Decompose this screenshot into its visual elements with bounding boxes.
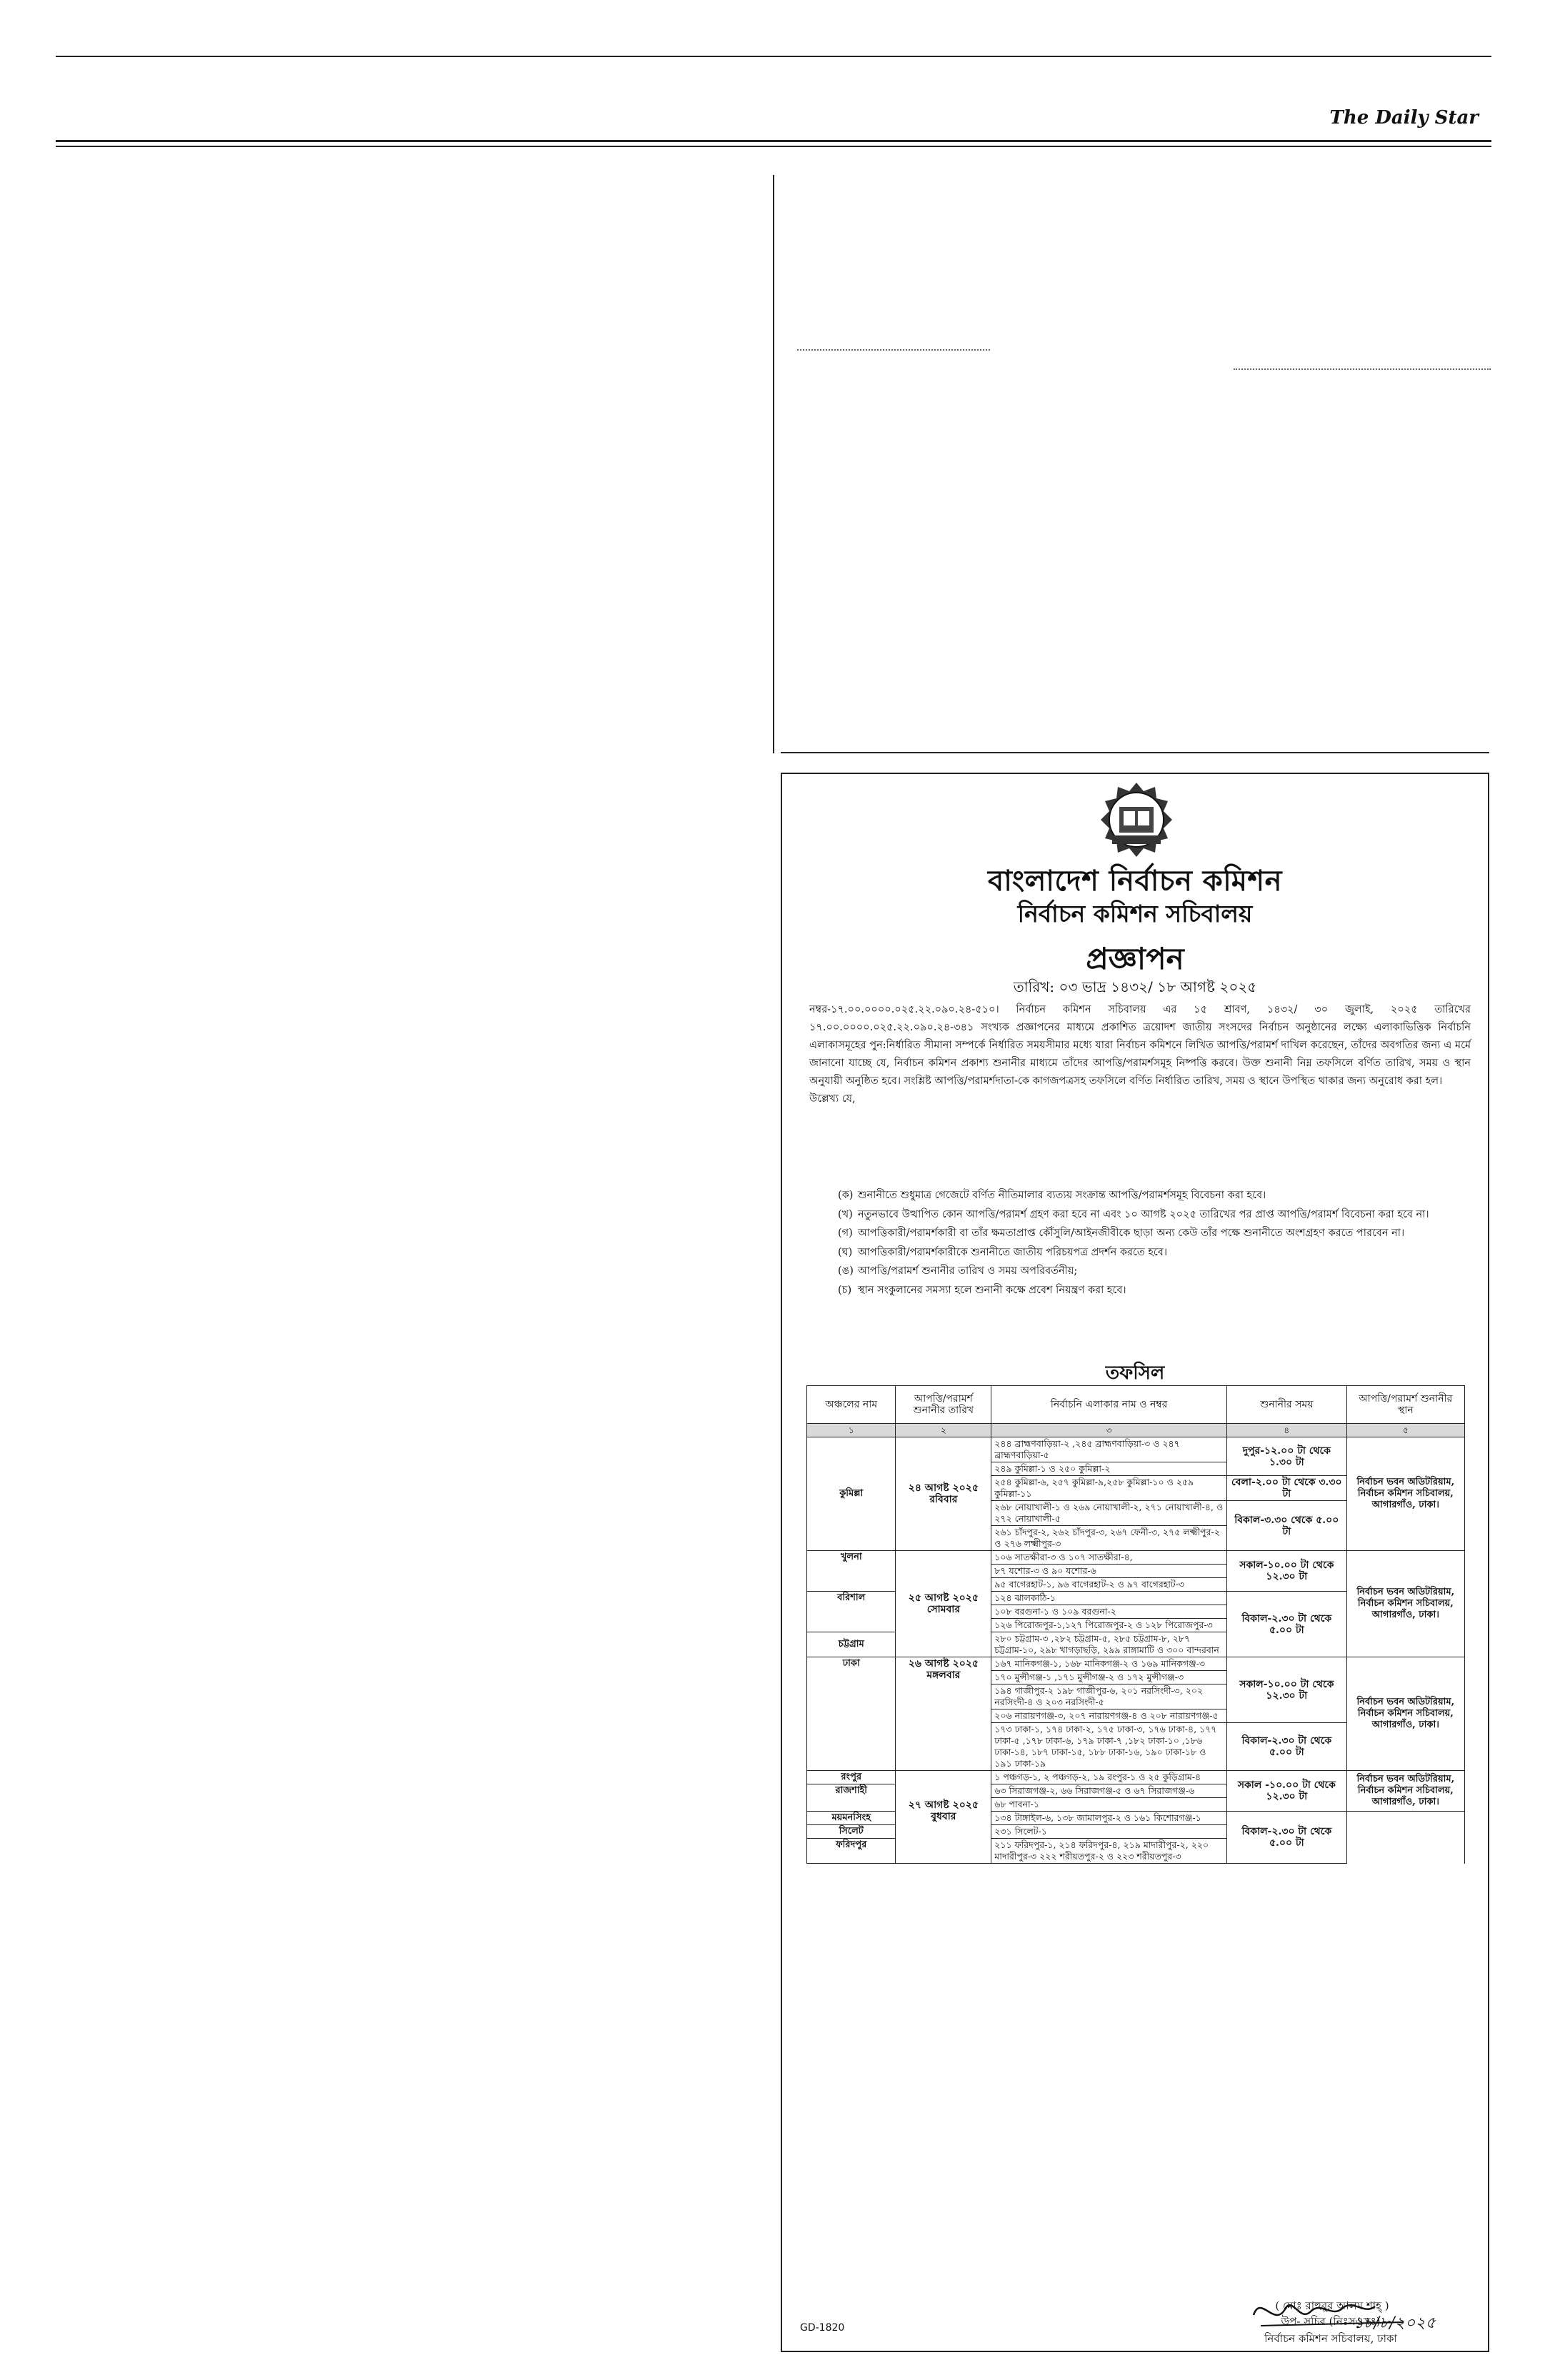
- area-cell: ১২৪ ঝালকাঠি-১: [991, 1592, 1227, 1605]
- date-cell: ২৫ আগষ্ট ২০২৫ সোমবার: [896, 1551, 991, 1657]
- col-number: ৪: [1226, 1424, 1346, 1437]
- zone-cell: রংপুর: [807, 1771, 896, 1784]
- clause-text: আপত্তিকারী/পরামর্শকারী বা তাঁর ক্ষমতাপ্রাপ্ত কৌঁসুলি/আইনজীবীকে ছাড়া অন্য কেউ তাঁর পক্ষে শুনানীতে অংশগ্রহণ করতে পারবেন না।: [858, 1227, 1405, 1239]
- notice-note: উল্লেখ্য যে,: [809, 1093, 856, 1105]
- area-cell: ১৬৭ মানিকগঞ্জ-১, ১৬৮ মানিকগঞ্জ-২ ও ১৬৯ মানিকগঞ্জ-৩: [991, 1657, 1227, 1671]
- clause-mark: (ঘ): [838, 1246, 853, 1258]
- dotted-rule-right: [1234, 368, 1491, 370]
- column-number-row: [807, 1424, 1465, 1437]
- area-cell: ৬৩ সিরাজগঞ্জ-২, ৬৬ সিরাজগঞ্জ-৫ ও ৬৭ সিরাজগঞ্জ-৬: [991, 1784, 1227, 1798]
- time-cell: বেলা-২.০০ টা থেকে ৩.৩০ টা: [1226, 1476, 1346, 1501]
- clause-text: আপত্তি/পরামর্শ শুনানীর তারিখ ও সময় অপরিবর্তনীয়;: [858, 1265, 1078, 1277]
- area-cell: ২৬১ চাঁদপুর-২, ২৬২ চাঁদপুর-৩, ২৬৭ ফেনী-৩, ২৭৫ লক্ষ্মীপুর-২ ও ২৭৬ লক্ষ্মীপুর-৩: [991, 1526, 1227, 1551]
- hearing-schedule-table: [806, 1385, 1465, 1864]
- time-cell: সকাল-১০.০০ টা থেকে ১২.৩০ টা: [1226, 1657, 1346, 1723]
- notice-paragraph: নম্বর-১৭.০০.০০০০.০২৫.২২.০৯০.২৪-৫১০। নির্বাচন কমিশন সচিবালয় এর ১৫ শ্রাবণ, ১৪৩২/ ৩০ জুলাই, ২০২৫ তারিখের ১৭.০০.০০০০.০২৫.২২.০৯০.২৪-৩৪১ সংখ্যক প্রজ্ঞাপনের মাধ্যমে প্রকাশিত ত্রয়োদশ জাতীয় সংসদের নির্বাচন অনুষ্ঠানের লক্ষ্যে এলাকাভিত্তিক নির্বাচনি এলাকাসমূহের পুন:নির্ধারিত সীমানা সম্পর্কে নির্ধারিত সময়সীমার মধ্যে যারা নির্বাচন কমিশনে লিখিত আপত্তি/পরামর্শ দাখিল করেছেন, তাঁদের অবগতির জন্য এ মর্মে জানানো যাচ্ছে যে, নির্বাচন কমিশন প্রকাশ্য শুনানীর মাধ্যমে তাঁদের আপত্তি/পরামর্শসমূহ নিষ্পত্তি করবে। উক্ত শুনানী নিম্ন তফসিলে বর্ণিত তারিখ, সময় ও স্থান অনুযায়ী অনুষ্ঠিত হবে। সংশ্লিষ্ট আপত্তি/পরামর্শদাতা-কে কাগজপত্রসহ তফসিলে বর্ণিত নির্ধারিত তারিখ, সময় ও স্থানে উপস্থিত থাকার জন্য অনুরোধ করা হল।: [809, 1004, 1471, 1087]
- area-cell: ২১১ ফরিদপুর-১, ২১৪ ফরিদপুর-৪, ২১৯ মাদারীপুর-২, ২২০ মাদারীপুর-৩ ২২২ শরীয়তপুর-২ ও ২২৩ শরীয়তপুর-৩: [991, 1839, 1227, 1864]
- place-cell: নির্বাচন ভবন অডিটরিয়াম, নির্বাচন কমিশন সচিবালয়, আগারগাঁও, ঢাকা।: [1346, 1771, 1464, 1812]
- header-time: শুনানীর সময়: [1226, 1386, 1346, 1424]
- clause-mark: (ঙ): [838, 1265, 854, 1277]
- clause-item: [809, 1282, 1471, 1300]
- time-cell: সকাল -১০.০০ টা থেকে ১২.৩০ টা: [1226, 1771, 1346, 1812]
- header-zone: অঞ্চলের নাম: [807, 1386, 896, 1424]
- area-cell: ২৬৮ নোয়াখালী-১ ও ২৬৯ নোয়াখালী-২, ২৭১ নোয়াখালী-৪, ও ২৭২ নোয়াখালী-৫: [991, 1501, 1227, 1526]
- zone-cell: বরিশাল: [807, 1592, 896, 1632]
- area-cell: ১০৬ সাতক্ষীরা-৩ ও ১০৭ সাতক্ষীরা-৪,: [991, 1551, 1227, 1565]
- col-number: ৫: [1346, 1424, 1464, 1437]
- table-header-row: [807, 1386, 1465, 1424]
- time-cell: বিকাল-২.৩০ টা থেকে ৫.০০ টা: [1226, 1723, 1346, 1771]
- signer-title: উপ- সচিব (নিঃসওসঃ): [1281, 2315, 1381, 2328]
- masthead-rule-2: [56, 146, 1491, 147]
- area-cell: ১০৮ বরগুনা-১ ও ১০৯ বরগুনা-২: [991, 1605, 1227, 1619]
- zone-cell: সিলেট: [807, 1825, 896, 1839]
- signer-name: ( মোঃ রাহুবুর আলম শাহ্ ): [1275, 2299, 1389, 2312]
- area-cell: ১৩৪ টাঙ্গাইল-৬, ১৩৮ জামালপুর-২ ও ১৬১ কিশোরগঞ্জ-১: [991, 1812, 1227, 1825]
- clause-mark: (ক): [838, 1190, 854, 1201]
- area-cell: ১ পঞ্চগড়-১, ২ পঞ্চগড়-২, ১৯ রংপুর-১ ও ২৫ কুড়িগ্রাম-৪: [991, 1771, 1227, 1784]
- clause-mark: (গ): [838, 1227, 853, 1239]
- area-cell: ২৮০ চট্টগ্রাম-৩ ,২৮২ চট্টগ্রাম-৫, ২৮৫ চট্টগ্রাম-৮, ২৮৭ চট্টগ্রাম-১০, ২৯৮ খাগড়াছড়ি, ২৯৯ রাঙ্গামাটি ও ৩০০ বান্দরবান: [991, 1632, 1227, 1657]
- area-cell: ২৪৯ কুমিল্লা-১ ও ২৫০ কুমিল্লা-২: [991, 1462, 1227, 1476]
- area-cell: ১৭৩ ঢাকা-১, ১৭৪ ঢাকা-২, ১৭৫ ঢাকা-৩, ১৭৬ ঢাকা-৪, ১৭৭ ঢাকা-৫ ,১৭৮ ঢাকা-৬, ১৭৯ ঢাকা-৭ ,১৮২ ঢাকা-১০ ,১৮৬ ঢাকা-১৪, ১৮৭ ঢাকা-১৫, ১৮৮ ঢাকা-১৬, ১৯০ ঢাকা-১৮ ও ১৯১ ঢাকা-১৯: [991, 1723, 1227, 1771]
- header-area: নির্বাচনি এলাকার নাম ও নম্বর: [991, 1386, 1227, 1424]
- clause-text: আপত্তিকারী/পরামর্শকারীকে শুনানীতে জাতীয় পরিচয়পত্র প্রদর্শন করতে হবে।: [858, 1246, 1168, 1258]
- document-title: প্রজ্ঞাপন: [1086, 941, 1184, 976]
- schedule-title: তফসিল: [1105, 1362, 1165, 1384]
- clause-mark: (চ): [838, 1284, 852, 1296]
- clause-item: [809, 1262, 1471, 1280]
- clause-item: [809, 1225, 1471, 1242]
- ad-top-rule: [781, 752, 1489, 753]
- zone-cell: ঢাকা: [807, 1657, 896, 1771]
- time-cell: সকাল-১০.০০ টা থেকে ১২.৩০ টা: [1226, 1551, 1346, 1592]
- top-rule: [56, 56, 1491, 57]
- area-cell: ১৯৪ গাজীপুর-২ ১৯৮ গাজীপুর-৬, ২০১ নরসিংদী-৩, ২০২ নরসিংদী-৪ ও ২০৩ নরসিংদী-৫: [991, 1684, 1227, 1709]
- place-cell: নির্বাচন ভবন অডিটরিয়াম, নির্বাচন কমিশন সচিবালয়, আগারগাঁও, ঢাকা।: [1346, 1551, 1464, 1657]
- organization-title: বাংলাদেশ নির্বাচন কমিশন: [988, 864, 1282, 898]
- col-number: ৩: [991, 1424, 1227, 1437]
- masthead-rule-1: [56, 140, 1491, 142]
- col-number: ২: [896, 1424, 991, 1437]
- zone-cell: ময়মনসিংহ: [807, 1812, 896, 1825]
- header-place: আপত্তি/পরামর্শ শুনানীর স্থান: [1346, 1386, 1464, 1424]
- clause-text: নতুনভাবে উত্থাপিত কোন আপত্তি/পরামর্শ গ্রহণ করা হবে না এবং ১০ আগষ্ট ২০২৫ তারিখের পর প্রাপ্ত আপত্তি/পরামর্শ বিবেচনা করা হবে না।: [858, 1208, 1429, 1220]
- column-divider: [773, 175, 774, 753]
- area-cell: ২৩১ সিলেট-১: [991, 1825, 1227, 1839]
- notice-body: [809, 1001, 1471, 1108]
- clause-item: [809, 1206, 1471, 1224]
- col-number: ১: [807, 1424, 896, 1437]
- area-cell: ১৭০ মুন্সীগঞ্জ-১ ,১৭১ মুন্সীগঞ্জ-২ ও ১৭২ মুন্সীগঞ্জ-৩: [991, 1671, 1227, 1684]
- area-cell: ২৪৪ ব্রাহ্মণবাড়িয়া-২ ,২৪৫ ব্রাহ্মণবাড়িয়া-৩ ও ২৪৭ ব্রাহ্মণবাড়িয়া-৫: [991, 1437, 1227, 1462]
- table-row: [807, 1771, 1465, 1784]
- zone-cell: খুলনা: [807, 1551, 896, 1592]
- zone-cell: ফরিদপুর: [807, 1839, 896, 1864]
- area-cell: ৯৫ বাগেরহাট-১, ৯৬ বাগেরহাট-২ ও ৯৭ বাগেরহাট-৩: [991, 1578, 1227, 1592]
- zone-cell: রাজশাহী: [807, 1784, 896, 1812]
- masthead-logo: The Daily Star: [1329, 107, 1479, 129]
- dotted-rule-left: [797, 349, 990, 351]
- area-cell: ২৫৪ কুমিল্লা-৬, ২৫৭ কুমিল্লা-৯,২৫৮ কুমিল্লা-১০ ও ২৫৯ কুমিল্লা-১১: [991, 1476, 1227, 1501]
- table-row: [807, 1437, 1465, 1462]
- gd-code: GD-1820: [800, 2322, 845, 2334]
- clause-text: স্থান সংকুলানের সমস্যা হলে শুনানী কক্ষে প্রবেশ নিয়ন্ত্রণ করা হবে।: [858, 1284, 1126, 1296]
- clause-text: শুনানীতে শুধুমাত্র গেজেটে বর্ণিত নীতিমালার ব্যত্যয় সংক্রান্ত আপত্তি/পরামর্শসমূহ বিবেচনা করা হবে।: [858, 1190, 1266, 1201]
- signer-office: নির্বাচন কমিশন সচিবালয়, ঢাকা: [1264, 2332, 1397, 2345]
- clause-item: [809, 1244, 1471, 1262]
- area-cell: ৮৭ যশোর-৩ ও ৯০ যশোর-৬: [991, 1565, 1227, 1578]
- zone-cell: চট্টগ্রাম: [807, 1632, 896, 1657]
- header-date: আপত্তি/পরামর্শ শুনানীর তারিখ: [896, 1386, 991, 1424]
- clause-item: [809, 1187, 1471, 1205]
- place-cell: নির্বাচন ভবন অডিটরিয়াম, নির্বাচন কমিশন সচিবালয়, আগারগাঁও, ঢাকা।: [1346, 1437, 1464, 1551]
- date-cell: ২৭ আগষ্ট ২০২৫ বুধবার: [896, 1771, 991, 1864]
- time-cell: বিকাল-৩.৩০ থেকে ৫.০০ টা: [1226, 1501, 1346, 1551]
- date-cell: ২৪ আগষ্ট ২০২৫ রবিবার: [896, 1437, 991, 1551]
- table-row: [807, 1657, 1465, 1671]
- time-cell: বিকাল-২.৩০ টা থেকে ৫.০০ টা: [1226, 1812, 1346, 1864]
- area-cell: ৬৮ পাবনা-১: [991, 1798, 1227, 1812]
- place-cell-empty: [1346, 1812, 1464, 1864]
- zone-cell: কুমিল্লা: [807, 1437, 896, 1551]
- date-cell: ২৬ আগষ্ট ২০২৫ মঙ্গলবার: [896, 1657, 991, 1771]
- clause-mark: (খ): [838, 1208, 853, 1220]
- time-cell: বিকাল-২.৩০ টা থেকে ৫.০০ টা: [1226, 1592, 1346, 1657]
- notice-date: তারিখ: ০৩ ভাদ্র ১৪৩২/ ১৮ আগষ্ট ২০২৫: [1013, 978, 1257, 995]
- place-cell: নির্বাচন ভবন অডিটরিয়াম, নির্বাচন কমিশন সচিবালয়, আগারগাঁও, ঢাকা।: [1346, 1657, 1464, 1771]
- table-row: [807, 1551, 1465, 1565]
- organization-subtitle: নির্বাচন কমিশন সচিবালয়: [1017, 900, 1253, 928]
- time-cell: দুপুর-১২.০০ টা থেকে ১.৩০ টা: [1226, 1437, 1346, 1476]
- signature-date: ১৮/৮/২০২৫: [1354, 2314, 1436, 2332]
- election-commission-notice: [781, 773, 1489, 2352]
- notice-clauses: [809, 1187, 1471, 1300]
- area-cell: ২০৬ নারায়ণগঞ্জ-৩, ২০৭ নারায়ণগঞ্জ-৪ ও ২০৮ নারায়ণগঞ্জ-৫: [991, 1709, 1227, 1723]
- area-cell: ১২৬ পিরোজপুর-১,১২৭ পিরোজপুর-২ ও ১২৮ পিরোজপুর-৩: [991, 1619, 1227, 1632]
